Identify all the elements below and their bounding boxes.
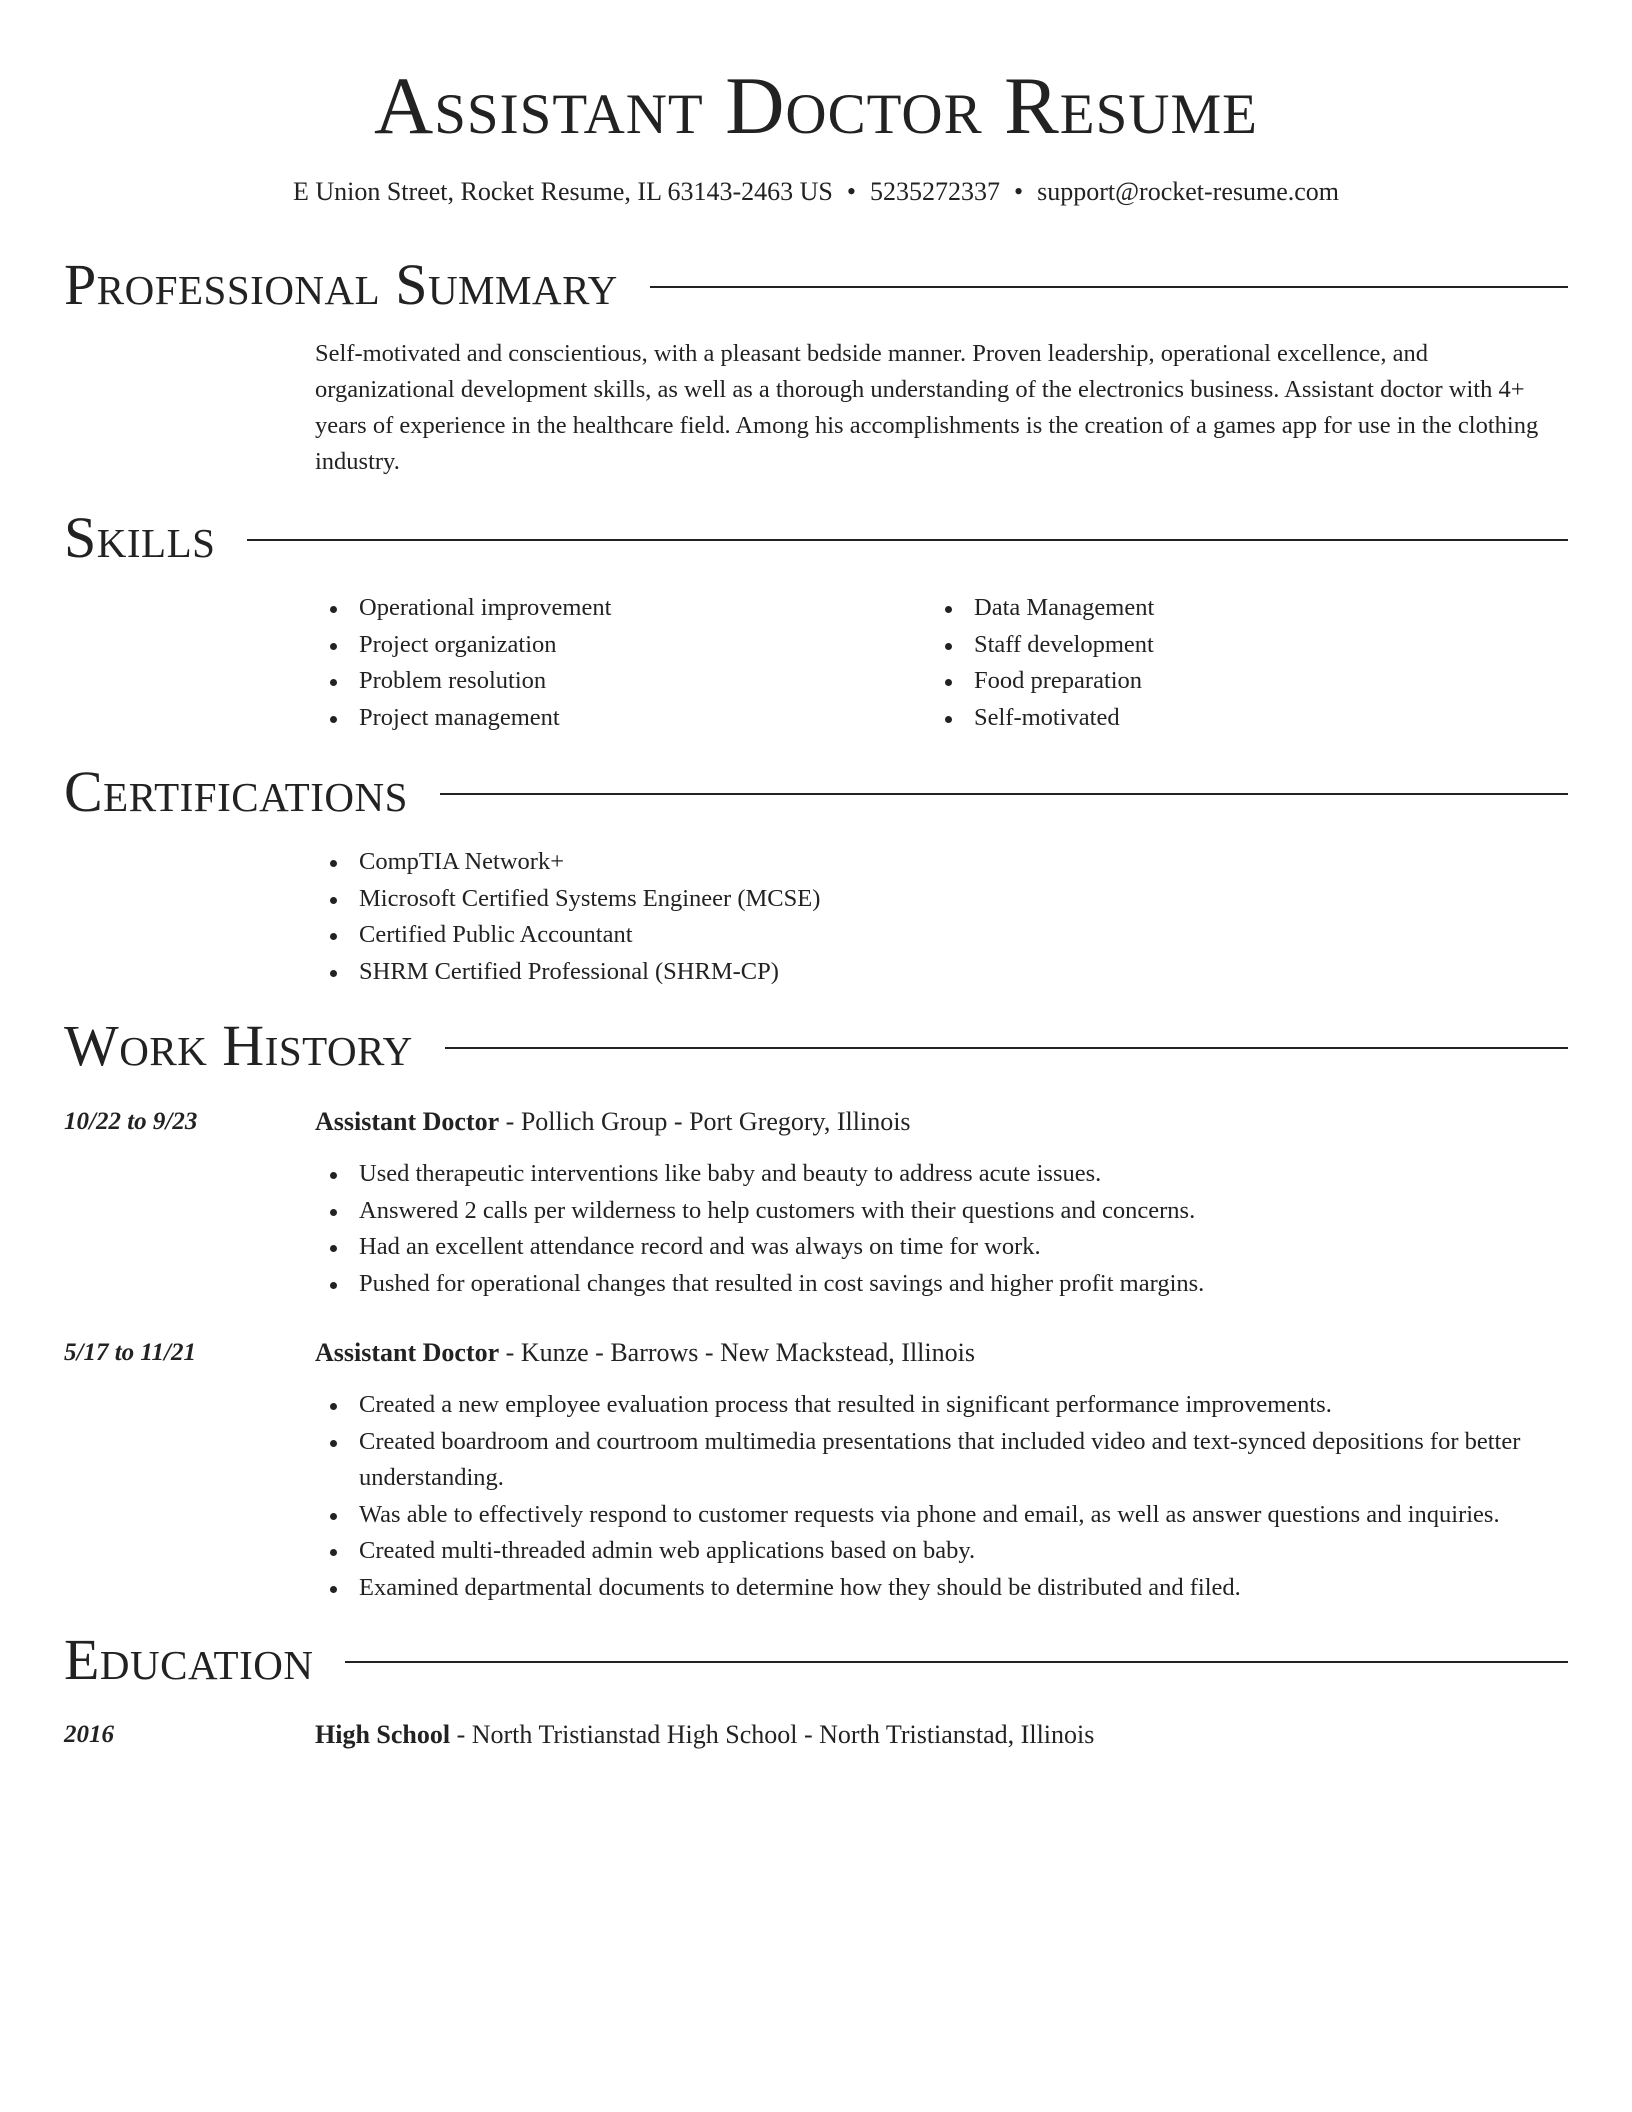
contact-email: support@rocket-resume.com — [1037, 177, 1340, 206]
section-divider — [445, 1047, 1568, 1049]
section-header-summary — [64, 250, 1568, 320]
job-bullet: Created a new employee evaluation process that resulted in significant performance improvements. — [315, 1387, 1570, 1424]
job-details: - Pollich Group - Port Gregory, Illinois — [499, 1107, 911, 1136]
section-header-skills — [64, 503, 1568, 573]
job-bullet: Was able to effectively respond to customer requests via phone and email, as well as answer questions and inquiries. — [315, 1497, 1570, 1534]
certification-item: CompTIA Network+ — [315, 844, 1565, 881]
job-bullet: Examined departmental documents to determine how they should be distributed and filed. — [315, 1570, 1570, 1607]
contact-address: E Union Street, Rocket Resume, IL 63143-2463 US — [292, 177, 833, 206]
job-role: Assistant Doctor — [315, 1338, 500, 1367]
job-bullet: Created boardroom and courtroom multimedia presentations that included video and text-synced depositions for better understanding. — [315, 1424, 1570, 1497]
job-title-line — [315, 1102, 911, 1142]
skill-item: Data Management — [930, 590, 1530, 627]
job-bullet: Pushed for operational changes that resulted in cost savings and higher profit margins. — [315, 1266, 1570, 1303]
education-date: 2016 — [64, 1721, 114, 1748]
job-role: Assistant Doctor — [315, 1107, 500, 1136]
section-divider — [247, 539, 1568, 541]
skill-item: Operational improvement — [315, 590, 875, 627]
job-dates: 5/17 to 11/21 — [64, 1339, 196, 1366]
job-bullet: Had an excellent attendance record and was always on time for work. — [315, 1229, 1570, 1266]
contact-phone: 5235272337 — [869, 177, 1000, 206]
section-title-skills: Skills — [64, 505, 216, 570]
section-title-education: Education — [64, 1627, 314, 1692]
job-bullets — [315, 1156, 1570, 1302]
job-bullet: Created multi-threaded admin web applications based on baby. — [315, 1533, 1570, 1570]
certification-item: SHRM Certified Professional (SHRM-CP) — [315, 954, 1565, 991]
section-title-work-history: Work History — [64, 1013, 413, 1078]
job-details: - Kunze - Barrows - New Mackstead, Illinois — [499, 1338, 975, 1367]
skill-item: Problem resolution — [315, 663, 875, 700]
skill-item: Food preparation — [930, 663, 1530, 700]
summary-text: Self-motivated and conscientious, with a pleasant bedside manner. Proven leadership, operational excellence, and organizational development skills, as well as a thorough understanding of the electronics business. Assistant doctor with 4+ years of experience in the healthcare field. Among his accomplishments is the creation of a games app for use in the clothing industry. — [315, 340, 1539, 475]
skill-item: Project management — [315, 700, 875, 737]
section-divider — [345, 1661, 1568, 1663]
section-header-work-history — [64, 1011, 1568, 1081]
section-title-summary: Professional Summary — [64, 252, 618, 317]
section-header-education — [64, 1625, 1568, 1695]
resume-title: Assistant Doctor Resume — [374, 60, 1258, 151]
skill-item: Project organization — [315, 627, 875, 664]
education-title-line — [315, 1715, 1094, 1755]
certification-item: Certified Public Accountant — [315, 917, 1565, 954]
contact-separator: • — [1013, 177, 1024, 206]
certification-item: Microsoft Certified Systems Engineer (MCSE) — [315, 881, 1565, 918]
skill-item: Self-motivated — [930, 700, 1530, 737]
certifications-list — [315, 844, 1565, 990]
education-details: - North Tristianstad High School - North Tristianstad, Illinois — [450, 1720, 1095, 1749]
job-bullet: Used therapeutic interventions like baby and beauty to address acute issues. — [315, 1156, 1570, 1193]
section-divider — [440, 793, 1568, 795]
job-bullets — [315, 1387, 1570, 1606]
job-title-line — [315, 1333, 975, 1373]
job-bullet: Answered 2 calls per wilderness to help customers with their questions and concerns. — [315, 1193, 1570, 1230]
contact-separator: • — [846, 177, 856, 206]
skill-item: Staff development — [930, 627, 1530, 664]
section-title-certifications: Certifications — [64, 759, 408, 824]
skills-list-right — [930, 590, 1530, 736]
education-degree: High School — [315, 1720, 451, 1749]
job-dates: 10/22 to 9/23 — [64, 1108, 198, 1135]
section-header-certifications — [64, 757, 1568, 827]
section-divider — [650, 286, 1568, 288]
skills-list-left — [315, 590, 875, 736]
contact-line — [0, 172, 1632, 212]
